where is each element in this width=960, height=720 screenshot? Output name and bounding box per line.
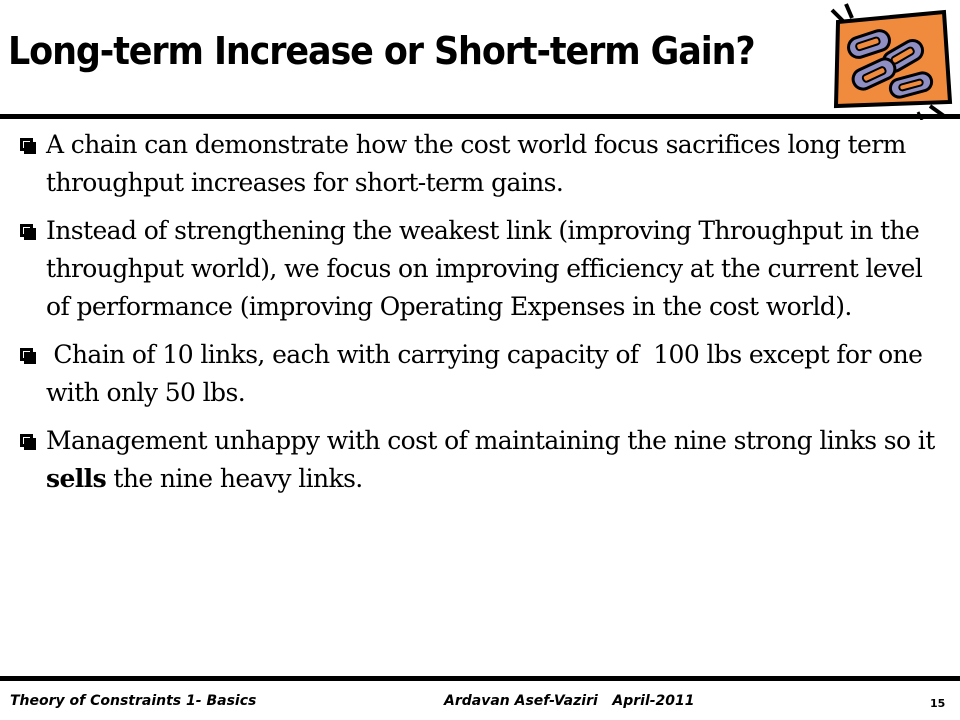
footer-course-title: Theory of Constraints 1- Basics xyxy=(10,693,257,709)
bullet-text-post: the nine heavy links. xyxy=(106,464,363,493)
bullet-list xyxy=(16,126,951,508)
square-bullet-icon xyxy=(20,224,33,237)
square-bullet-icon xyxy=(20,434,33,447)
bullet-text-emphasis: sells xyxy=(46,464,107,493)
bullet-text: A chain can demonstrate how the cost world focus sacrifices long term throughput increases for short-term gains. xyxy=(46,130,906,197)
bullet-item xyxy=(16,336,951,412)
square-bullet-icon xyxy=(20,348,33,361)
bullet-text: Instead of strengthening the weakest link (improving Throughput in the throughput world), we focus on improving efficiency at the current level of performance (improving Operating Expenses in the cost world). xyxy=(46,216,923,321)
title-divider xyxy=(0,114,960,119)
footer-page-number: 15 xyxy=(930,697,946,710)
bullet-text-pre: Management unhappy with cost of maintaining the nine strong links so it xyxy=(46,426,935,455)
bullet-item xyxy=(16,126,951,202)
footer-divider xyxy=(0,676,960,681)
footer-author-date: Ardavan Asef-Vaziri April-2011 xyxy=(444,693,695,709)
broken-chain-icon xyxy=(818,2,956,120)
square-bullet-icon xyxy=(20,138,33,151)
bullet-text: Chain of 10 links, each with carrying capacity of 100 lbs except for one with only 50 lbs. xyxy=(46,340,930,407)
slide-title: Long-term Increase or Short-term Gain? xyxy=(8,29,755,73)
bullet-item xyxy=(16,212,951,326)
bullet-item xyxy=(16,422,951,498)
